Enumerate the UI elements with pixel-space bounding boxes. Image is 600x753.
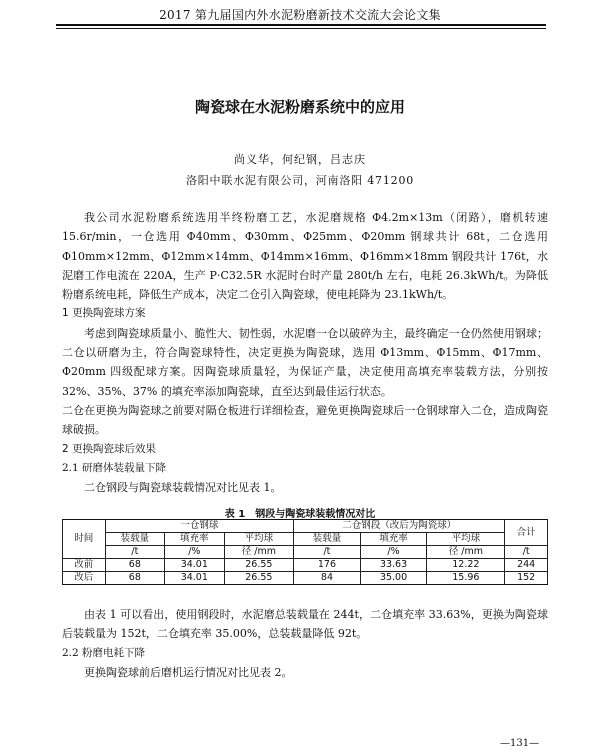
table-cell: 35.00 xyxy=(360,572,427,585)
after-table-paragraph: 由表 1 可以看出，使用钢段时，水泥磨总装载量在 244t，二仓填充率 33.63%，更换为陶瓷球后装载量为 152t，二仓填充率 35.00%，总装载量降低 92t。 xyxy=(62,608,548,641)
body-upper xyxy=(62,208,548,497)
sub-header: 装载量 xyxy=(105,533,164,546)
table-cell: 152 xyxy=(505,572,548,585)
table-header-row-2 xyxy=(63,533,548,546)
table-row xyxy=(63,572,548,585)
total-unit: /t xyxy=(505,546,548,559)
section-2-heading: 2 更换陶瓷球后效果 xyxy=(62,442,157,455)
sub-header: 填充率 xyxy=(165,533,224,546)
table-cell: 33.63 xyxy=(360,559,427,572)
subsection-2-1-text: 二仓钢段与陶瓷球装载情况对比见表 1。 xyxy=(84,481,282,495)
header-rule xyxy=(56,24,546,26)
table-cell: 34.01 xyxy=(165,559,224,572)
table-cell: 84 xyxy=(294,572,361,585)
table-cell: 26.55 xyxy=(224,572,294,585)
page-number: —131— xyxy=(500,738,540,749)
table-caption: 表 1 钢段与陶瓷球装载情况对比 xyxy=(224,509,376,520)
paper-title: 陶瓷球在水泥粉磨系统中的应用 xyxy=(194,98,405,116)
col-total: 合计 xyxy=(505,520,548,546)
authors: 尚义华，何纪钢，吕志庆 xyxy=(234,153,366,166)
sub-unit: 径 /mm xyxy=(427,546,505,559)
subsection-2-2-text: 更换陶瓷球前后磨机运行情况对比见表 2。 xyxy=(84,665,293,679)
table-cell: 244 xyxy=(505,559,548,572)
section-1-paragraph-2: 二仓在更换为陶瓷球之前要对隔仓板进行详细检查，避免更换陶瓷球后一仓钢球窜入二仓，造成陶瓷球破损。 xyxy=(62,403,548,437)
table-cell: 68 xyxy=(105,559,164,572)
running-header: 2017 第九届国内外水泥粉磨新技术交流大会论文集 xyxy=(159,8,441,22)
subsection-2-2: 2.2 粉磨电耗下降 xyxy=(62,646,146,659)
group-chamber-1: 一仓钢球 xyxy=(105,520,294,533)
sub-unit: 径 /mm xyxy=(224,546,294,559)
table-cell: 26.55 xyxy=(224,559,294,572)
table-cell: 68 xyxy=(105,572,164,585)
sub-unit: /% xyxy=(360,546,427,559)
subsection-2-1: 2.1 研磨体装载量下降 xyxy=(62,461,167,474)
group-chamber-2: 二仓钢段（改后为陶瓷球） xyxy=(294,520,505,533)
table-cell: 12.22 xyxy=(427,559,505,572)
affiliation: 洛阳中联水泥有限公司，河南洛阳 471200 xyxy=(185,174,415,187)
table-cell: 176 xyxy=(294,559,361,572)
sub-header: 平均球 xyxy=(224,533,294,546)
sub-header: 装载量 xyxy=(294,533,361,546)
sub-unit: /t xyxy=(105,546,164,559)
table-cell: 改后 xyxy=(63,572,106,585)
table-header-row-3 xyxy=(63,546,548,559)
body-lower xyxy=(62,605,548,682)
table-cell: 改前 xyxy=(63,559,106,572)
sub-header: 填充率 xyxy=(360,533,427,546)
col-time: 时间 xyxy=(63,520,106,559)
section-1-paragraph-1: 考虑到陶瓷球质量小、脆性大、韧性弱，水泥磨一仓以破碎为主，最终确定一仓仍然使用钢球；二仓以研磨为主，符合陶瓷球特性，决定更换为陶瓷球，选用 Φ13mm、Φ15mm、Φ17mm、Φ20mm 四级配球方案。因陶瓷球质量轻，为保证产量，决定使用高填充率装载方法，分别按 32%、35%、37% 的填充率添加陶瓷球，直至达到最佳运行状态。 xyxy=(62,326,548,398)
section-1-heading: 1 更换陶瓷球方案 xyxy=(62,307,146,320)
table-row xyxy=(63,559,548,572)
sub-unit: /t xyxy=(294,546,361,559)
sub-header: 平均球 xyxy=(427,533,505,546)
table-cell: 15.96 xyxy=(427,572,505,585)
table-cell: 34.01 xyxy=(165,572,224,585)
intro-paragraph: 我公司水泥粉磨系统选用半终粉磨工艺，水泥磨规格 Φ4.2m×13m（闭路），磨机转速 15.6r/min，一仓选用 Φ40mm、Φ30mm、Φ25mm、Φ20mm 钢球共计 68t，二仓选用 Φ10mm×12mm、Φ12mm×14mm、Φ14mm×16mm、Φ16mm×18mm 钢段共计 176t，水泥磨工作电流在 220A，生产 P·C32.5R 水泥时台时产量 280t/h 左右，电耗 26.3kWh/t。为降低粉磨系统电耗，降低生产成本，决定二仓引入陶瓷球，使电耗降为 23.1kWh/t。 xyxy=(62,211,548,302)
comparison-table xyxy=(62,519,548,585)
table-header-row-1 xyxy=(63,520,548,533)
header-rule-thin xyxy=(56,28,546,29)
sub-unit: /% xyxy=(165,546,224,559)
